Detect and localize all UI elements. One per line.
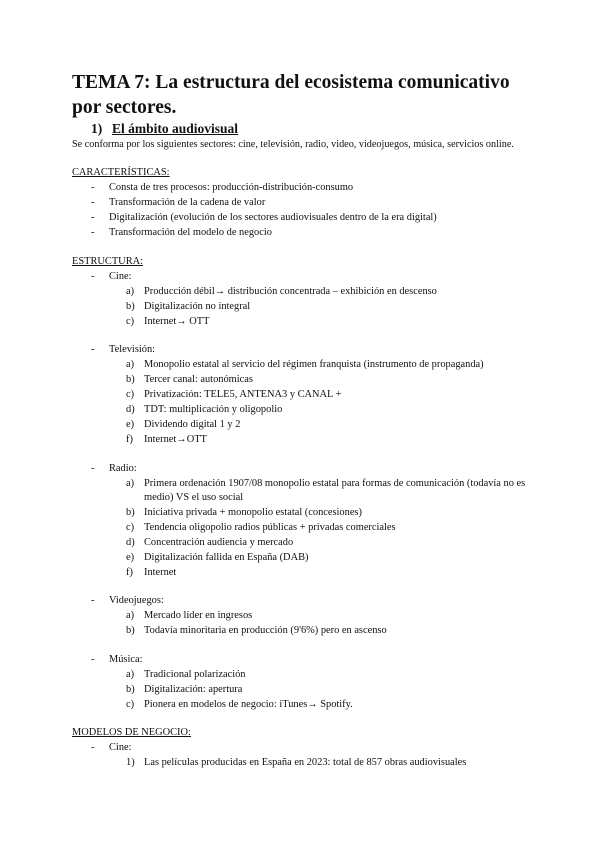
list-marker: c) xyxy=(126,316,135,327)
list-item: Concentración audiencia y mercado xyxy=(144,537,294,548)
list-item: Mercado líder en ingresos xyxy=(144,610,253,621)
list-marker: e) xyxy=(126,552,135,563)
list-marker: b) xyxy=(126,507,135,518)
list-marker: a) xyxy=(126,669,135,680)
list-marker: e) xyxy=(126,419,135,430)
bullet-dash: - xyxy=(91,344,95,355)
list-item: Digitalización: apertura xyxy=(144,684,243,695)
list-marker: f) xyxy=(126,567,133,578)
bullet-dash: - xyxy=(91,212,95,223)
bullet-dash: - xyxy=(91,654,95,665)
bullet-dash: - xyxy=(91,595,95,606)
list-item: Internet→OTT xyxy=(144,434,207,445)
list-marker: a) xyxy=(126,286,135,297)
list-marker: b) xyxy=(126,625,135,636)
section-heading-audiovisual xyxy=(91,121,238,137)
list-item: Digitalización fallida en España (DAB) xyxy=(144,552,309,563)
modelos-heading: MODELOS DE NEGOCIO: xyxy=(72,727,191,738)
list-marker: c) xyxy=(126,522,135,533)
list-marker: b) xyxy=(126,301,135,312)
group-label-radio: Radio: xyxy=(109,463,137,474)
list-marker: a) xyxy=(126,359,135,370)
list-item: Privatización: TELE5, ANTENA3 y CANAL + xyxy=(144,389,342,400)
list-item: Dividendo digital 1 y 2 xyxy=(144,419,241,430)
section-number: 1) xyxy=(91,121,103,136)
list-item: Internet→ OTT xyxy=(144,316,210,327)
estructura-heading: ESTRUCTURA: xyxy=(72,256,144,267)
bullet-dash: - xyxy=(91,742,95,753)
caracteristica-item: Transformación del modelo de negocio xyxy=(109,227,272,238)
section-title: El ámbito audiovisual xyxy=(112,121,239,136)
list-marker: d) xyxy=(126,404,135,415)
list-item: Producción débil→ distribución concentrada – exhibición en descenso xyxy=(144,286,437,297)
list-item: Digitalización no integral xyxy=(144,301,251,312)
list-marker: f) xyxy=(126,434,133,445)
caracteristicas-heading: CARACTERÍSTICAS: xyxy=(72,167,170,178)
bullet-dash: - xyxy=(91,227,95,238)
group-label-musica: Música: xyxy=(109,654,143,665)
list-marker: b) xyxy=(126,374,135,385)
group-label-videojuegos: Videojuegos: xyxy=(109,595,164,606)
caracteristica-item: Consta de tres procesos: producción-distribución-consumo xyxy=(109,182,354,193)
list-item: Tercer canal: autonómicas xyxy=(144,374,253,385)
list-marker: a) xyxy=(126,478,135,489)
list-item: Todavía minoritaria en producción (9'6%) pero en ascenso xyxy=(144,625,387,636)
caracteristica-item: Digitalización (evolución de los sectores audiovisuales dentro de la era digital) xyxy=(109,212,437,223)
list-marker: c) xyxy=(126,389,135,400)
list-item: Tradicional polarización xyxy=(144,669,246,680)
group-label-cine-modelos: Cine: xyxy=(109,742,132,753)
list-marker: 1) xyxy=(126,757,135,768)
bullet-dash: - xyxy=(91,463,95,474)
list-item: TDT: multiplicación y oligopolio xyxy=(144,404,283,415)
document-title: TEMA 7: La estructura del ecosistema comunicativo por sectores. xyxy=(72,72,510,118)
bullet-dash: - xyxy=(91,182,95,193)
list-marker: c) xyxy=(126,699,135,710)
list-marker: d) xyxy=(126,537,135,548)
intro-paragraph: Se conforma por los siguientes sectores: cine, televisión, radio, video, videojuegos, música, servicios online. xyxy=(72,139,514,150)
list-item: Tendencia oligopolio radios públicas + privadas comerciales xyxy=(144,522,396,533)
caracteristica-item: Transformación de la cadena de valor xyxy=(109,197,266,208)
bullet-dash: - xyxy=(91,271,95,282)
list-item: Primera ordenación 1907/08 monopolio estatal para formas de comunicación (todavía no es medio) VS el uso social xyxy=(144,478,526,503)
group-label-television: Televisión: xyxy=(109,344,156,355)
list-marker: b) xyxy=(126,684,135,695)
group-label-cine: Cine: xyxy=(109,271,132,282)
list-item: Internet xyxy=(144,567,177,578)
list-item: Iniciativa privada + monopolio estatal (concesiones) xyxy=(144,507,362,518)
list-item: Monopolio estatal al servicio del régimen franquista (instrumento de propaganda) xyxy=(144,359,484,370)
list-item: Pionera en modelos de negocio: iTunes→ Spotify. xyxy=(144,699,353,710)
list-marker: a) xyxy=(126,610,135,621)
bullet-dash: - xyxy=(91,197,95,208)
list-item: Las películas producidas en España en 2023: total de 857 obras audiovisuales xyxy=(144,757,467,768)
